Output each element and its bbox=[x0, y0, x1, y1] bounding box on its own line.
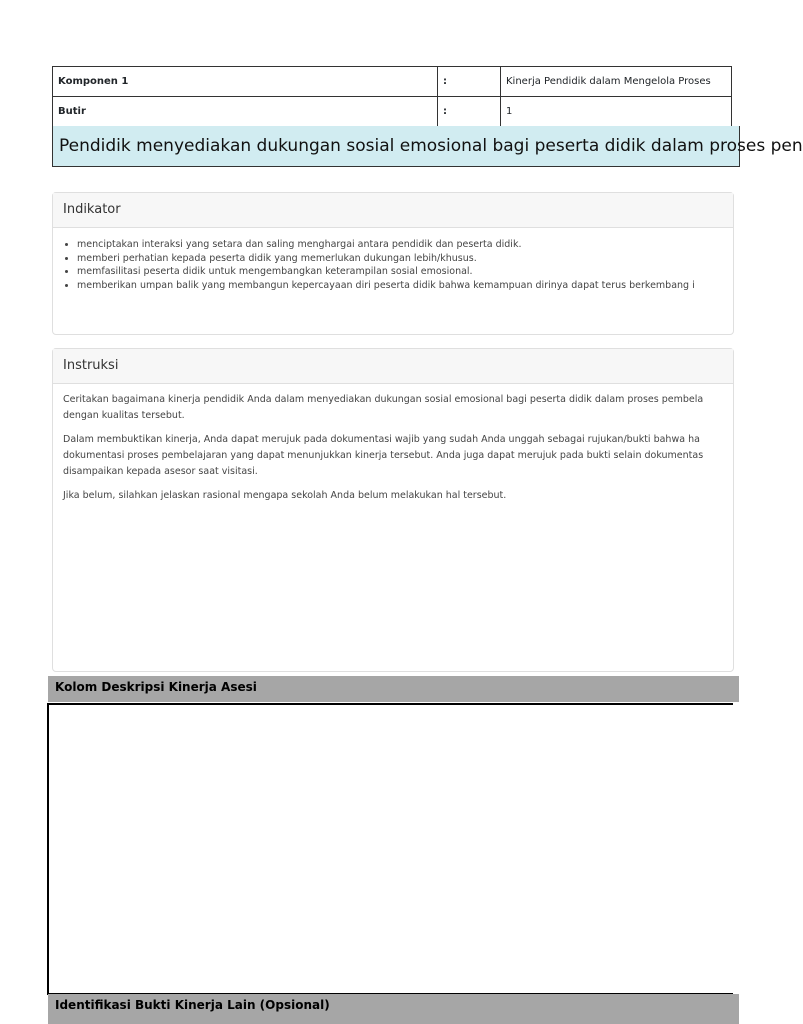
indikator-item: • memberikan umpan balik yang membangun kepercayaan diri peserta didik bahwa kemampuan dirinya dapat terus berkembang i bbox=[77, 279, 723, 293]
component-value: Kinerja Pendidik dalam Mengelola Proses bbox=[501, 67, 732, 97]
instruksi-paragraph-1 bbox=[63, 392, 723, 424]
component-key: Komponen 1 bbox=[53, 67, 438, 97]
component-row bbox=[53, 67, 732, 97]
bukti-section-header: Identifikasi Bukti Kinerja Lain (Opsional) bbox=[48, 994, 739, 1024]
component-colon: : bbox=[438, 67, 501, 97]
indikator-body bbox=[53, 228, 733, 292]
indikator-item: • memfasilitasi peserta didik untuk mengembangkan keterampilan sosial emosional. bbox=[77, 265, 723, 279]
butir-title-banner bbox=[52, 126, 803, 167]
instruksi-paragraph-3: Jika belum, silahkan jelaskan rasional mengapa sekolah Anda belum melakukan hal tersebut. bbox=[63, 490, 507, 501]
indikator-item: • memberi perhatian kepada peserta didik yang memerlukan dukungan lebih/khusus. bbox=[77, 252, 723, 266]
instruksi-card bbox=[52, 348, 734, 672]
instruksi-p1-line2: dengan kualitas tersebut. bbox=[63, 410, 185, 421]
indikator-list bbox=[63, 238, 723, 292]
deskripsi-kinerja-textarea[interactable] bbox=[47, 703, 733, 995]
butir-key: Butir bbox=[53, 97, 438, 127]
instruksi-p2-line2: dokumentasi proses pembelajaran yang dapat menunjukkan kinerja tersebut. Anda juga dapat merujuk pada bukti selain dokumentas bbox=[63, 450, 704, 461]
instruksi-body bbox=[53, 384, 733, 504]
instruksi-p1-line1: Ceritakan bagaimana kinerja pendidik Anda dalam menyediakan dukungan sosial emosional bagi peserta didik dalam proses pembela bbox=[63, 394, 704, 405]
deskripsi-section-header: Kolom Deskripsi Kinerja Asesi bbox=[48, 676, 739, 702]
indikator-item: • menciptakan interaksi yang setara dan saling menghargai antara pendidik dan peserta didik. bbox=[77, 238, 723, 252]
indikator-card bbox=[52, 192, 734, 335]
indikator-heading: Indikator bbox=[53, 193, 733, 228]
butir-row bbox=[53, 97, 732, 127]
instruksi-paragraph-2 bbox=[63, 432, 723, 480]
instruksi-p2-line1: Dalam membuktikan kinerja, Anda dapat merujuk pada dokumentasi wajib yang sudah Anda unggah sebagai rujukan/bukti bahwa ha bbox=[63, 434, 700, 445]
butir-colon: : bbox=[438, 97, 501, 127]
instruksi-p2-line3: disampaikan kepada asesor saat visitasi. bbox=[63, 466, 258, 477]
component-info-table bbox=[52, 66, 732, 127]
butir-value: 1 bbox=[501, 97, 732, 127]
butir-title: Pendidik menyediakan dukungan sosial emosional bagi peserta didik dalam proses pen bbox=[59, 136, 803, 156]
instruksi-heading: Instruksi bbox=[53, 349, 733, 384]
